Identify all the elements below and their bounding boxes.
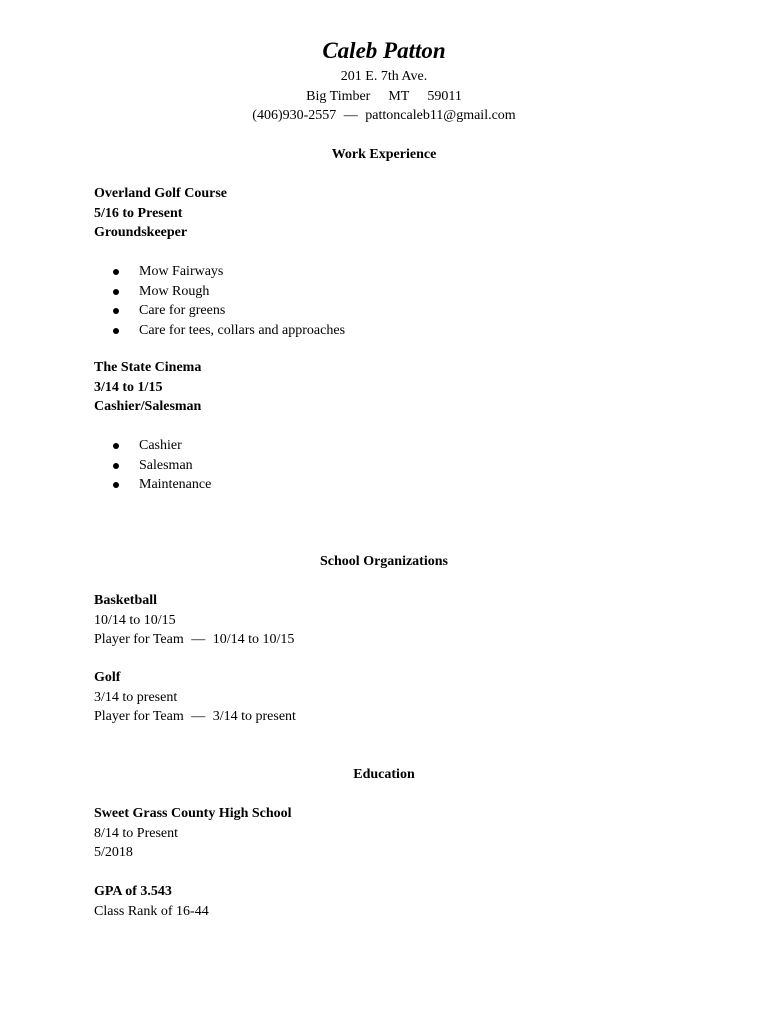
list-item: Mow Rough [94,282,694,302]
job-dates: 5/16 to Present [94,205,183,221]
job-employer: The State Cinema [94,360,202,375]
email-address: pattoncaleb11@gmail.com [365,108,516,123]
org-golf [94,668,694,727]
bullet-icon [113,289,119,295]
org-role: Player for Team [94,632,184,647]
zip-code: 59011 [427,89,462,104]
org-role-dates: 3/14 to present [212,709,296,724]
list-item: Care for tees, collars and approaches [94,321,694,341]
org-basketball [94,591,694,650]
org-name: Basketball [94,593,158,608]
school-dates: 8/14 to Present [94,825,178,841]
job-state-cinema [94,358,694,495]
bullet-icon [113,443,119,449]
address-line [0,67,768,87]
org-separator: — [191,632,206,647]
org-role-dates: 10/14 to 10/15 [212,632,295,647]
job-position: Groundskeeper [94,225,188,240]
list-item: Care for greens [94,301,694,321]
bullet-icon [113,328,119,334]
school-name: Sweet Grass County High School [94,806,292,821]
school-organizations-heading: School Organizations [320,554,448,569]
org-name: Golf [94,670,121,685]
job-duties-list [94,262,694,340]
org-dates: 10/14 to 10/15 [94,612,176,628]
list-item: Cashier [94,436,694,456]
contact-separator: — [343,108,358,123]
bullet-icon [113,269,119,275]
job-employer: Overland Golf Course [94,186,227,201]
state: MT [388,89,410,104]
phone-email-line [0,106,768,126]
bullet-icon [113,463,119,469]
list-item: Salesman [94,456,694,476]
phone-number: (406)930-2557 [252,108,337,123]
job-dates: 3/14 to 1/15 [94,379,163,395]
city: Big Timber [306,89,371,104]
org-separator: — [191,709,206,724]
street-address: 201 E. 7th Ave. [340,69,428,84]
job-duties-list [94,436,694,495]
org-role-line [94,707,694,727]
list-item: Mow Fairways [94,262,694,282]
bullet-icon [113,482,119,488]
org-dates: 3/14 to present [94,689,178,705]
job-overland-golf [94,184,694,340]
class-rank: Class Rank of 16-44 [94,903,209,919]
graduation-date: 5/2018 [94,845,133,860]
city-state-zip-line [0,87,768,107]
education-school-block [94,804,694,863]
work-experience-heading: Work Experience [331,147,437,162]
org-role: Player for Team [94,709,184,724]
org-role-line [94,630,694,650]
gpa: GPA of 3.543 [94,884,172,899]
education-gpa-block [94,882,694,921]
list-item: Maintenance [94,475,694,495]
resume-name: Caleb Patton [322,38,446,63]
education-heading: Education [353,767,415,782]
job-position: Cashier/Salesman [94,399,202,414]
bullet-icon [113,308,119,314]
